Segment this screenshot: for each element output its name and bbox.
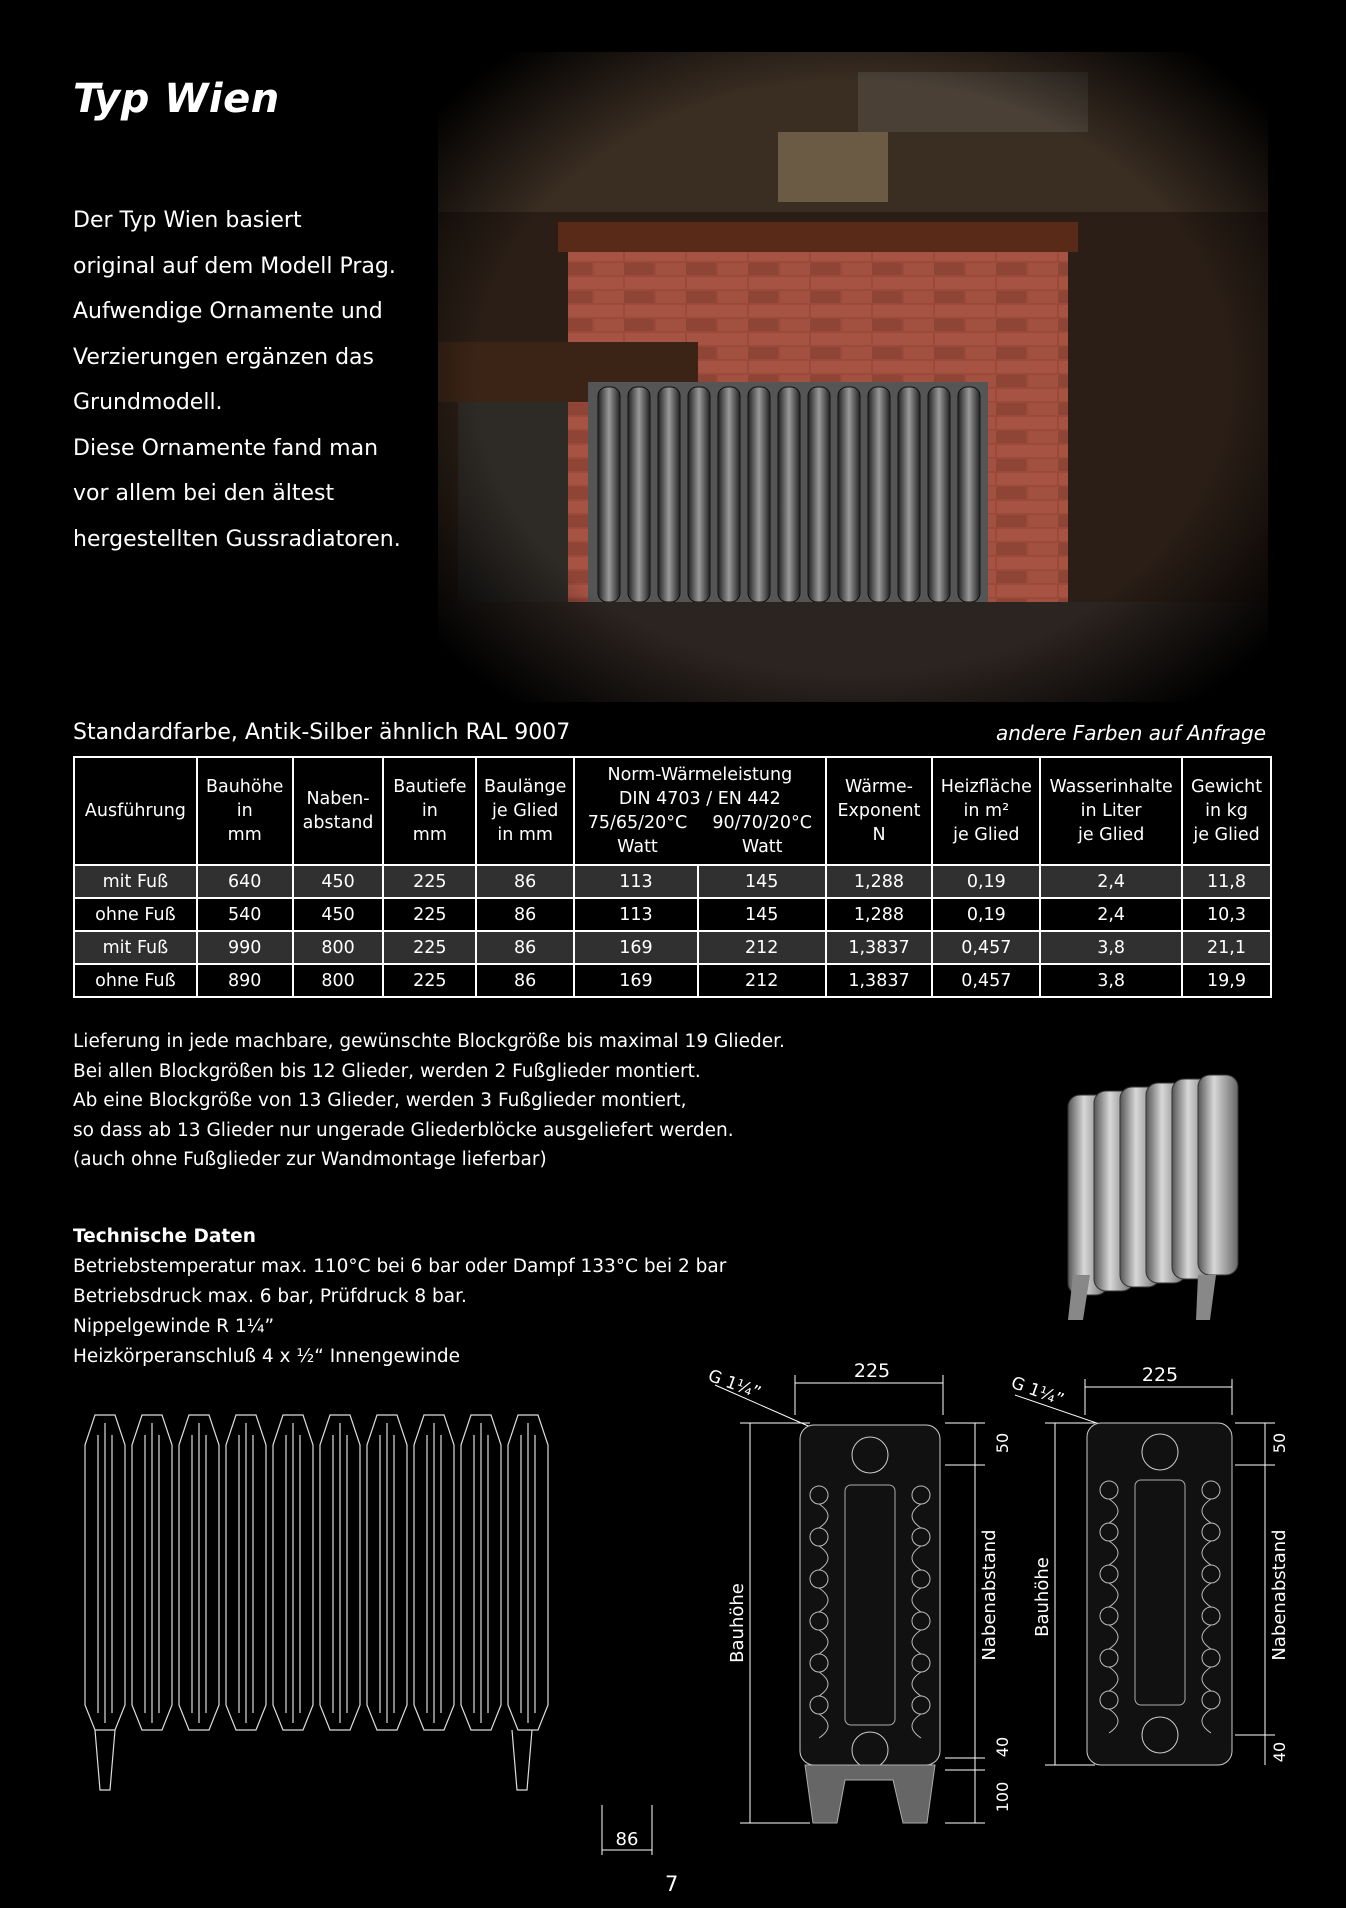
depth-label: 225 <box>853 1360 891 1382</box>
th-wasserinhalt: Wasserinhalte in Liter je Glied <box>1040 757 1182 865</box>
th-nabenabstand: Naben- abstand <box>293 757 384 865</box>
th-gewicht: Gewicht in kg je Glied <box>1182 757 1271 865</box>
tech-line: Nippelgewinde R 1¼” <box>73 1316 275 1337</box>
page-number: 7 <box>665 1872 679 1896</box>
intro-line: vor allem bei den ältest <box>73 481 335 506</box>
table-row: ohne Fuß 890 800 225 86 169 212 1,3837 0,457 3,8 19,9 <box>74 964 1271 997</box>
intro-line: hergestellten Gussradiatoren. <box>73 526 401 552</box>
intro-line: original auf dem Modell Prag. <box>73 253 396 279</box>
tech-line: Heizkörperanschluß 4 x ½“ Innengewinde <box>73 1346 460 1367</box>
thread-label: G 1¼” <box>1008 1372 1067 1411</box>
table-row: ohne Fuß 540 450 225 86 113 145 1,288 0,19 2,4 10,3 <box>74 898 1271 931</box>
bottom-offset-label: 40 <box>1270 1741 1289 1763</box>
th-ausfuehrung: Ausführung <box>74 757 197 865</box>
table-row: mit Fuß 640 450 225 86 113 145 1,288 0,19 2,4 11,8 <box>74 865 1271 898</box>
tech-line: Betriebsdruck max. 6 bar, Prüfdruck 8 bar. <box>73 1286 467 1307</box>
delivery-line: so dass ab 13 Glieder nur ungerade Gliederblöcke ausgeliefert werden. <box>73 1119 734 1141</box>
tech-line: Betriebstemperatur max. 110°C bei 6 bar oder Dampf 133°C bei 2 bar <box>73 1256 727 1277</box>
tech-heading: Technische Daten <box>73 1226 256 1247</box>
table-row: mit Fuß 990 800 225 86 169 212 1,3837 0,457 3,8 21,1 <box>74 931 1271 964</box>
radiator-room-photo <box>438 52 1268 702</box>
depth-label: 225 <box>1141 1364 1179 1386</box>
thread-label: G 1¼” <box>705 1365 764 1404</box>
radiator-product-image <box>1048 1050 1258 1325</box>
page-title: Typ Wien <box>73 76 280 122</box>
delivery-line: (auch ohne Fußglieder zur Wandmontage lieferbar) <box>73 1149 547 1170</box>
intro-line: Diese Ornamente fand man <box>73 435 379 461</box>
th-norm-waermeleistung: Norm-Wärmeleistung DIN 4703 / EN 442 75/65/20°C 90/70/20°C Watt Watt <box>574 757 825 865</box>
top-offset-label: 50 <box>1270 1432 1289 1454</box>
intro-line: Der Typ Wien basiert <box>73 208 302 233</box>
top-offset-label: 50 <box>993 1432 1012 1454</box>
delivery-line: Ab eine Blockgröße von 13 Glieder, werden 3 Fußglieder montiert, <box>73 1090 687 1111</box>
height-label: Bauhöhe <box>1032 1557 1053 1637</box>
front-view-drawing <box>80 1405 660 1855</box>
intro-line: Grundmodell. <box>73 390 223 415</box>
standard-color: Standardfarbe, Antik-Silber ähnlich RAL 9007 <box>73 720 571 745</box>
delivery-info <box>73 1027 785 1175</box>
spec-table <box>73 756 1272 998</box>
delivery-line: Bei allen Blockgrößen bis 12 Glieder, werden 2 Fußglieder montiert. <box>73 1060 701 1082</box>
other-colors-note: andere Farben auf Anfrage <box>995 721 1266 745</box>
feet-height-label: 100 <box>993 1781 1012 1813</box>
front-width-label: 86 <box>615 1829 639 1850</box>
th-baulaenge: Baulänge je Glied in mm <box>476 757 574 865</box>
th-heizflaeche: Heizfläche in m² je Glied <box>932 757 1040 865</box>
th-bauhoehe: Bauhöhe in mm <box>197 757 293 865</box>
intro-text <box>73 198 433 562</box>
intro-line: Aufwendige Ornamente und <box>73 299 383 324</box>
th-bautiefe: Bautiefe in mm <box>383 757 476 865</box>
height-label: Bauhöhe <box>727 1583 748 1663</box>
bottom-offset-label: 40 <box>993 1736 1012 1758</box>
side-view-with-feet <box>705 1355 1030 1840</box>
hub-label: Nabenabstand <box>1269 1529 1290 1661</box>
table-header-row <box>74 757 1271 865</box>
technical-data <box>73 1222 726 1372</box>
intro-line: Verzierungen ergänzen das <box>73 344 374 370</box>
delivery-line: Lieferung in jede machbare, gewünschte Blockgröße bis maximal 19 Glieder. <box>73 1031 785 1052</box>
hub-label: Nabenabstand <box>979 1529 1000 1661</box>
th-exponent: Wärme- Exponent N <box>826 757 933 865</box>
side-view-without-feet <box>1005 1365 1305 1775</box>
